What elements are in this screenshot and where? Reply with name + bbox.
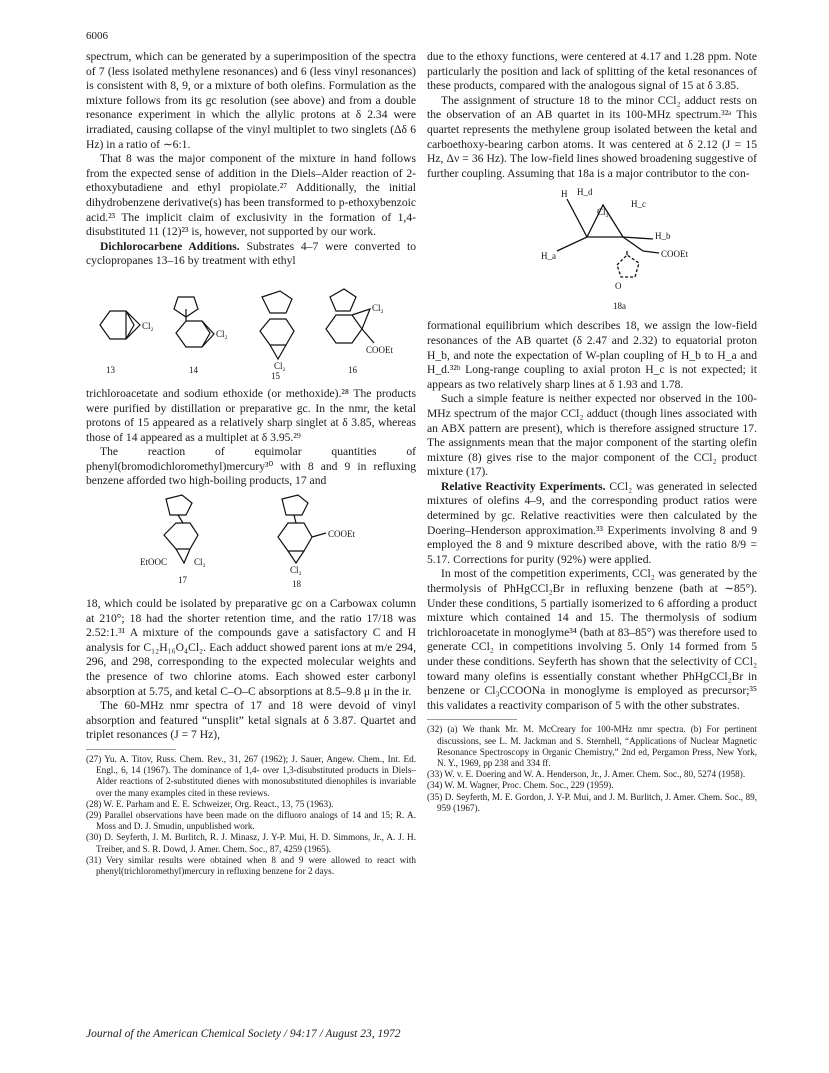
left-paragraphs-1 [86,50,416,240]
etooc-label: EtOOC [140,557,167,568]
compound-label-18a: 18a [613,301,626,312]
paragraph: spectrum, which can be generated by a superimposition of the spectra of 7 (less isolated methylene resonances) and 6 (less vinyl resonances) is consistent with 8, 9, or a mixture of both olefins. Formulation as the mixture follows from its gc resolution (see above) and from a double resonance experiment in which the allylic protons at δ 2.34 were irradiated, causing collapse of the vinyl multiplet to two singlets (Δδ 6 Hz) in a ratio of ∼6:1. [86,50,416,151]
cl2-label: Cl₂ [142,320,154,331]
cl2-label: Cl₂ [372,302,384,313]
cl2-label: Cl₂ [274,360,286,371]
paragraph-text: CCl₂ was generated in selected mixtures of olefins 4–9, and the corresponding product ratios were determined by gc. Relative reactivities were then calculated by the Doering–Henderson approximation.³³ Experiments involving 8 and 9 employed the 8 and 9 mixture described above, with the ratio 8/9 = 5.17. Corrections for purity (92%) were applied. [427,479,758,566]
compound-label-16: 16 [348,364,357,375]
paragraph: Such a simple feature is neither expected nor observed in the 100-MHz spectrum of the major CCl₂ adduct (though lines associated with an ABX pattern are present), which is therefore assigned structure 17. The assignments mean that the major component of the starting olefin mixture (8) gives rise to the major component of the CCl₂ product mixture (17). [427,392,757,479]
journal-footer: Journal of the American Chemical Society / 94:17 / August 23, 1972 [86,1028,401,1040]
footnote: (27) Yu. A. Titov, Russ. Chem. Rev., 31, 267 (1962); J. Sauer, Angew. Chem., Int. Ed. Engl., 6, 14 (1967). The dominance of 1,4- over 1,3-disubstituted products in Diels–Alder reactions of 2-substituted dienes with monosubstituted dienophiles is invariable over the many examples cited in these reviews. [86,754,416,798]
right-column [427,50,757,814]
footnote: (28) W. E. Parham and E. E. Schweizer, Org. React., 13, 75 (1963). [86,798,334,809]
footnote: (31) Very similar results were obtained when 8 and 9 were allowed to react with phenyl(trichloromethyl)mercury in refluxing benzene for 2 days. [86,854,416,877]
cl2-label: Cl₂ [194,557,206,568]
figure-18a [427,185,757,315]
cooet-label: COOEt [661,249,688,260]
paragraph: The reaction of equimolar quantities of phenyl(bromodichloromethyl)mercury³⁰ with 8 and 9 in refluxing benzene afforded two high-boiling products, 17 and [86,445,416,488]
right-paragraphs-3 [427,567,757,713]
hb-label: H_b [655,231,671,242]
left-paragraphs-2 [86,387,416,489]
ha-label: H_a [541,251,556,262]
relative-paragraph [427,480,757,568]
paragraph: 18, which could be isolated by preparative gc on a Carbowax column at 210°; 18 had the shorter retention time, and the ratio 17/18 was 2.52:1.³¹ A mixture of the compounds gave a satisfactory C and H analysis for C₁₂H₁₆O₄Cl₂. Each adduct showed parent ions at m/e 294, 296, and 298, corresponding to the expected molecular weights and the presence of two chlorine atoms. Each showed ester carbonyl absorption at 5.75, and ketal C–O–C absorptions at 8.5–9.8 μ in the ir. [86,597,416,698]
figure-17-18 [86,493,416,593]
paragraph: The 60-MHz nmr spectra of 17 and 18 were devoid of vinyl absorption and featured “unsplit” ketal signals at δ 3.87. Quartet and triplet resonances (J = 7 Hz), [86,699,416,742]
footnotes-right [427,724,757,814]
paragraph: formational equilibrium which describes 18, we assign the low-field resonances of the AB quartet (δ 2.47 and 2.32) to equatorial proton H_b, and note the expectation of W-plan coupling of H_b to H_a and H_d.³²ᵇ Long-range coupling to axial proton H_c is not expected; it appears as two relatively sharp lines at δ 1.93 and 1.78. [427,319,757,391]
h-label: H [561,189,568,200]
footnote: (30) D. Seyferth, J. M. Burlitch, R. J. Minasz, J. Y-P. Mui, H. D. Simmons, Jr., A. J. H. Treiber, and S. R. Dowd, J. Amer. Chem. Soc., 87, 4259 (1965). [86,832,416,854]
compound-label-14: 14 [189,364,198,375]
footnote-rule [427,719,517,720]
cl2-label: Cl₂ [290,565,302,576]
right-paragraphs-1 [427,50,757,181]
hd-label: H_d [577,187,593,198]
footnote: (35) D. Seyferth, M. E. Gordon, J. Y-P. Mui, and J. M. Burlitch, J. Amer. Chem. Soc., 89, 959 (1967). [427,791,757,813]
compound-label-13: 13 [106,364,115,375]
figure-13-16 [86,273,416,383]
footnote: (29) Parallel observations have been made on the difluoro analogs of 14 and 15; R. A. Moss and D. J. Smudin, unpublished work. [86,810,416,832]
compound-label-15: 15 [271,370,280,381]
paragraph: trichloroacetate and sodium ethoxide (or methoxide).²⁸ The products were purified by distillation or preparative gc. In the nmr, the ketal protons of 15 appeared as a relatively sharp singlet at δ 3.85, whereas those of 14 appeared as a multiplet at δ 3.95.²⁹ [86,386,416,444]
left-column [86,50,416,877]
footnote-rule [86,749,176,750]
hc-label: H_c [631,199,646,210]
cl2-label: Cl₂ [216,328,228,339]
left-paragraphs-3 [86,597,416,743]
footnote: (34) W. M. Wagner, Proc. Chem. Soc., 229 (1959). [427,780,614,791]
cooet-label: COOEt [366,344,393,355]
compound-label-18: 18 [292,579,301,590]
footnotes-left [86,754,416,877]
o-label: O [615,281,622,292]
paragraph-text: Substrates 4–7 were converted to cyclopropanes 13–16 by treatment with ethyl [86,239,416,268]
page-number: 6006 [86,30,108,42]
cooet-label: COOEt [328,529,355,540]
dichloro-paragraph [86,240,416,269]
paragraph: due to the ethoxy functions, were centered at 4.17 and 1.28 ppm. Note particularly the position and lack of splitting of the ketal resonances of these products, compared with the analogous signal of 15 at δ 3.85. [427,50,757,93]
cl2-label: Cl₂ [597,207,609,218]
paragraph: In most of the competition experiments, CCl₂ was generated by the thermolysis of PhHgCCl₂Br in refluxing benzene (bath at ∼85°). Under these conditions, 5 partially isomerized to 6 affording a product mixture which contained 14 and 15. The thermolysis of sodium trichloroacetate in monoglyme³⁴ (bath at 83–85°) was therefore used to generate CCl₂ in competitions involving 5. Only 14 formed from 5 under these conditions. Seyferth has shown that the selectivity of CCl₂ toward many olefins is essentially constant whether PhHgCCl₂Br in benzene or Cl₃CCOONa in monoglyme is employed as precursor;³⁵ this validates a reactivity comparison of 5 with the other substrates. [427,567,757,712]
footnote: (33) W. v. E. Doering and W. A. Henderson, Jr., J. Amer. Chem. Soc., 80, 5274 (1958). [427,769,746,780]
paragraph: The assignment of structure 18 to the minor CCl₂ adduct rests on the observation of an AB quartet in its 100-MHz spectrum.³²ᵃ This quartet represents the methylene group isolated between the ketal and carboethoxy-bearing carbon atoms. It was centered at δ 2.12 (J = 15 Hz, Δν = 36 Hz). The low-field lines showed broadening suggestive of further coupling. Assuming that 18a is a major contributor to the con- [427,93,757,180]
section-heading: Dichlorocarbene Additions. [100,239,240,253]
footnote: (32) (a) We thank Mr. M. McCreary for 100-MHz nmr spectra. (b) For pertinent discussions, see L. M. Jackman and S. Sternhell, “Applications of Nuclear Magnetic Resonance Spectroscopy in Organic Chemistry,” 2nd ed, Pergamon Press, New York, N. Y., 1969, pp 238 and 334 ff. [427,724,757,768]
section-heading: Relative Reactivity Experiments. [441,479,606,493]
paragraph: That 8 was the major component of the mixture in hand follows from the expected sense of addition in the Diels–Alder reaction of 2-ethoxybutadiene and ethyl propiolate.²⁷ Additionally, the initial dihydrobenzene derivative(s) has been transformed to p-ethoxybenzoic acid.²³ The implicit claim of exclusivity in the formation of 1,4-disubstituted 11 (12)²³ is, however, not supported by our work. [86,152,416,239]
right-paragraphs-2 [427,319,757,480]
compound-label-17: 17 [178,575,187,586]
